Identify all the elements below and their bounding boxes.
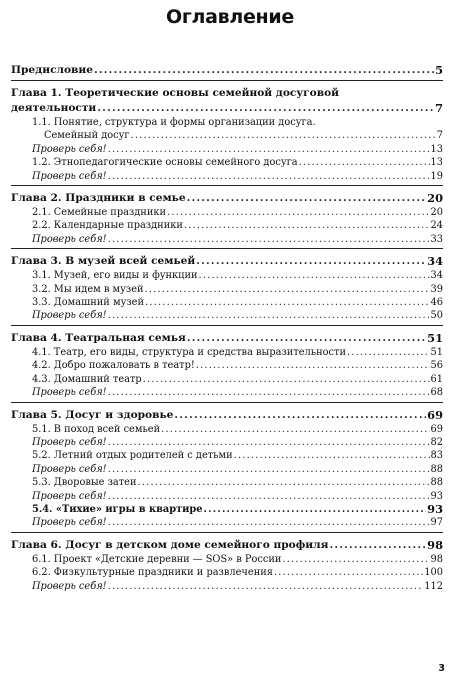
toc-entry-label: 5.3. Дворовые затеи [32, 477, 137, 489]
leader-dots [145, 283, 430, 296]
toc-entry-page: 20 [430, 207, 443, 219]
toc-entry-label: 3.2. Мы идем в музей [32, 283, 144, 295]
leader-dots [108, 386, 430, 399]
leader-dots [145, 296, 430, 309]
toc-entry-page: 13 [430, 143, 443, 155]
toc-entry-label: 5.1. В поход всей семьей [32, 423, 161, 435]
toc-entry-preface[interactable] [11, 63, 443, 78]
toc-entry-check-5-2[interactable] [11, 463, 443, 476]
toc-entry-label-line2: Семейный досуг [44, 130, 130, 142]
toc-entry-label: Глава 2. Праздники в семье [11, 192, 186, 205]
toc-entry-label: Проверь себя! [32, 143, 107, 155]
page-title: Оглавление [166, 6, 294, 28]
toc-entry-label: Проверь себя! [32, 233, 107, 245]
leader-dots [131, 129, 436, 142]
toc-entry-page: 93 [430, 490, 443, 502]
leader-dots [347, 346, 430, 359]
toc-section-chapter-6 [11, 532, 443, 595]
toc-entry-label: Проверь себя! [32, 490, 107, 502]
toc-entry-page: 34 [427, 254, 443, 269]
toc-entry-check-6[interactable] [11, 580, 443, 593]
toc-entry-label: 6.1. Проект «Детские деревни — SOS» в России [32, 553, 282, 565]
toc-entry-check-2[interactable] [11, 233, 443, 246]
page-number: 3 [438, 663, 445, 674]
toc-entry-page: 61 [430, 373, 443, 385]
toc-section-chapter-5 [11, 402, 443, 532]
leader-dots [108, 309, 430, 322]
toc-section-chapter-1 [11, 80, 443, 185]
leader-dots [196, 359, 430, 372]
toc-entry-label: Глава 6. Досуг в детском доме семейного профиля [11, 538, 329, 551]
toc-entry-chapter-6[interactable] [11, 538, 443, 553]
leader-dots [108, 233, 430, 246]
toc-section-preface [11, 58, 443, 80]
toc-entry-check-3[interactable] [11, 309, 443, 322]
toc-entry-page: 98 [427, 537, 443, 552]
leader-dots [97, 101, 434, 116]
toc-entry-label: 4.3. Домашний театр [32, 373, 142, 385]
toc-entry-page: 46 [430, 297, 443, 309]
leader-dots [94, 63, 434, 78]
toc-section-chapter-4 [11, 325, 443, 402]
leader-dots [187, 331, 426, 346]
leader-dots [108, 490, 430, 503]
leader-dots [274, 566, 423, 579]
toc-entry-label: Проверь себя! [32, 463, 107, 475]
toc-entry-page: 88 [430, 477, 443, 489]
toc-entry-page: 88 [430, 463, 443, 475]
toc-entry-label: 5.4. «Тихие» игры в квартире [32, 503, 203, 515]
toc-entry-chapter-5[interactable] [11, 408, 443, 423]
toc-entry-label: Проверь себя! [32, 517, 107, 529]
toc-entry-label: Проверь себя! [32, 436, 107, 448]
toc-entry-page: 100 [424, 567, 443, 579]
toc-entry-6-2[interactable] [11, 566, 443, 579]
leader-dots [108, 463, 430, 476]
leader-dots [108, 580, 424, 593]
toc-entry-page: 69 [430, 423, 443, 435]
toc-entry-page: 93 [427, 501, 443, 516]
leader-dots [108, 516, 430, 529]
table-of-contents [11, 58, 443, 595]
toc-entry-3-2[interactable] [11, 283, 443, 296]
toc-entry-5-3[interactable] [11, 476, 443, 489]
toc-entry-page: 13 [430, 157, 443, 169]
toc-entry-4-2[interactable] [11, 359, 443, 372]
toc-entry-label: 4.2. Добро пожаловать в театр! [32, 360, 195, 372]
toc-entry-2-1[interactable] [11, 206, 443, 219]
toc-entry-page: 69 [427, 407, 443, 422]
leader-dots [108, 170, 430, 183]
leader-dots [282, 553, 429, 566]
toc-entry-page: 7 [435, 101, 443, 115]
toc-entry-label: 1.2. Этнопедагогические основы семейного досуга [32, 157, 298, 169]
toc-entry-check-1-2[interactable] [11, 170, 443, 183]
toc-entry-page: 19 [430, 170, 443, 182]
toc-entry-chapter-1[interactable] [11, 86, 443, 116]
leader-dots [184, 219, 430, 232]
toc-section-chapter-2 [11, 185, 443, 248]
toc-entry-3-3[interactable] [11, 296, 443, 309]
toc-entry-page: 98 [430, 553, 443, 565]
toc-entry-label: 6.2. Физкультурные праздники и развлечения [32, 567, 273, 579]
leader-dots [329, 538, 426, 553]
toc-entry-page: 82 [430, 436, 443, 448]
toc-entry-1-1[interactable] [11, 116, 443, 143]
toc-entry-label: Глава 4. Театральная семья [11, 331, 186, 344]
toc-entry-page: 50 [430, 310, 443, 322]
leader-dots [299, 156, 430, 169]
toc-entry-check-4[interactable] [11, 386, 443, 399]
toc-entry-page: 24 [430, 220, 443, 232]
toc-entry-4-3[interactable] [11, 373, 443, 386]
toc-entry-chapter-2[interactable] [11, 191, 443, 206]
toc-entry-label: Глава 5. Досуг и здоровье [11, 408, 174, 421]
toc-entry-label: Проверь себя! [32, 580, 107, 592]
toc-entry-check-5-4[interactable] [11, 516, 443, 529]
leader-dots [108, 143, 430, 156]
toc-entry-check-5-1[interactable] [11, 436, 443, 449]
toc-entry-label: 5.2. Летний отдых родителей с детьми [32, 450, 233, 462]
toc-entry-page: 51 [427, 330, 443, 345]
toc-entry-4-1[interactable] [11, 346, 443, 359]
toc-entry-page: 56 [430, 360, 443, 372]
toc-entry-label: 2.1. Семейные праздники [32, 207, 167, 219]
leader-dots [167, 206, 430, 219]
leader-dots [204, 503, 427, 516]
toc-entry-3-1[interactable] [11, 269, 443, 282]
toc-entry-chapter-3[interactable] [11, 254, 443, 269]
toc-entry-5-2[interactable] [11, 449, 443, 462]
leader-dots [138, 476, 430, 489]
toc-entry-label-line2: деятельности [11, 102, 97, 114]
toc-entry-label: 4.1. Театр, его виды, структура и средства выразительности [32, 346, 346, 358]
toc-entry-page: 112 [424, 580, 443, 592]
toc-entry-page: 34 [430, 270, 443, 282]
toc-entry-page: 51 [430, 346, 443, 358]
toc-entry-5-4[interactable] [11, 503, 443, 516]
toc-entry-check-5-3[interactable] [11, 490, 443, 503]
toc-entry-label: Проверь себя! [32, 310, 107, 322]
toc-entry-2-2[interactable] [11, 219, 443, 232]
leader-dots [143, 373, 430, 386]
toc-entry-chapter-4[interactable] [11, 331, 443, 346]
toc-entry-page: 83 [430, 450, 443, 462]
toc-entry-label: Глава 3. В музей всей семьей [11, 255, 196, 268]
toc-entry-check-1-1[interactable] [11, 143, 443, 156]
toc-entry-page: 68 [430, 387, 443, 399]
toc-section-chapter-3 [11, 248, 443, 325]
toc-entry-label: 2.2. Календарные праздники [32, 220, 183, 232]
toc-entry-label: 3.3. Домашний музей [32, 297, 144, 309]
toc-entry-page: 33 [430, 233, 443, 245]
leader-dots [108, 436, 430, 449]
toc-entry-label: Проверь себя! [32, 170, 107, 182]
leader-dots [196, 254, 426, 269]
toc-entry-page: 97 [430, 517, 443, 529]
toc-entry-page: 5 [435, 63, 443, 77]
toc-entry-label: 3.1. Музей, его виды и функции [32, 270, 198, 282]
leader-dots [187, 191, 427, 206]
leader-dots [234, 449, 430, 462]
toc-entry-1-2[interactable] [11, 156, 443, 169]
leader-dots [161, 423, 429, 436]
toc-entry-5-1[interactable] [11, 423, 443, 436]
toc-entry-label: Проверь себя! [32, 387, 107, 399]
toc-entry-page: 20 [427, 191, 443, 206]
toc-entry-page: 7 [436, 130, 443, 142]
toc-entry-label-line1: 1.1. Понятие, структура и формы организации досуга. [32, 117, 316, 128]
toc-entry-label: Предисловие [11, 64, 94, 76]
toc-entry-page: 39 [430, 283, 443, 295]
toc-entry-label-line1: Глава 1. Теоретические основы семейной досуговой [11, 87, 340, 99]
leader-dots [174, 408, 426, 423]
toc-entry-6-1[interactable] [11, 553, 443, 566]
leader-dots [199, 269, 430, 282]
